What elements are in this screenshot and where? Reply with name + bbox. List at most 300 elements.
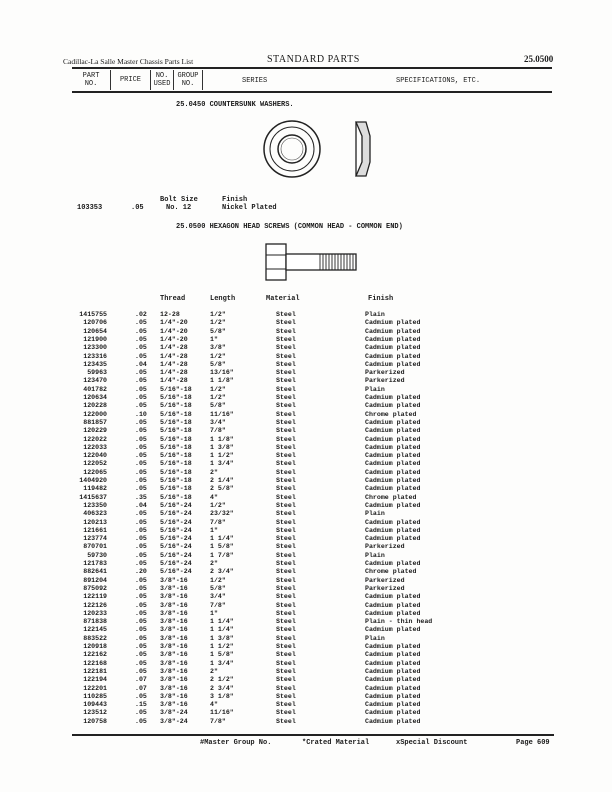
cell-part-no: 120758 xyxy=(83,717,107,725)
cell-finish: Parkerized xyxy=(365,584,405,592)
cell-finish: Parkerized xyxy=(365,369,405,377)
cell-price: .05 xyxy=(135,443,147,451)
cell-thread: 5/16"-18 xyxy=(160,468,192,476)
table-row xyxy=(0,510,612,518)
table-row xyxy=(0,527,612,535)
cell-finish: Cadmium plated xyxy=(365,394,421,401)
cell-part-no: 122000 xyxy=(83,410,107,418)
cell-thread: 12-28 xyxy=(160,311,180,318)
cell-material: Steel xyxy=(276,518,296,526)
cell-price: .05 xyxy=(135,452,147,460)
cell-part-no: 123300 xyxy=(83,344,107,352)
cell-price: .05 xyxy=(135,352,147,360)
cell-price: .04 xyxy=(135,501,147,509)
cell-part-no: 123774 xyxy=(83,535,107,543)
cell-length: 1 1/8" xyxy=(210,435,234,443)
table-row xyxy=(0,436,612,444)
table-row xyxy=(0,344,612,352)
footer-rule xyxy=(72,734,554,736)
cell-length: 1 1/2" xyxy=(210,643,234,650)
cell-thread: 5/16"-18 xyxy=(160,385,192,393)
cell-part-no: 1404920 xyxy=(79,477,107,484)
table-row xyxy=(0,485,612,493)
table-row xyxy=(0,568,612,576)
cell-part-no: 120233 xyxy=(83,609,107,617)
cell-thread: 3/8"-24 xyxy=(160,717,188,725)
cell-material: Steel xyxy=(276,560,296,567)
table-row xyxy=(0,519,612,527)
cell-finish: Plain xyxy=(365,634,385,642)
cell-thread: 3/8"-16 xyxy=(160,584,188,592)
table-row xyxy=(0,618,612,626)
cell-finish: Plain xyxy=(365,551,385,559)
cell-length: 5/8" xyxy=(210,327,226,335)
washers-col-finish: Finish xyxy=(222,196,248,204)
cell-part-no: 122201 xyxy=(83,684,107,692)
cell-price: .05 xyxy=(135,369,147,377)
cell-length: 2" xyxy=(210,560,218,567)
cell-price: .05 xyxy=(135,385,147,393)
cell-thread: 1/4"-28 xyxy=(160,377,188,385)
cell-price: .05 xyxy=(135,526,147,534)
cell-finish: Cadmium plated xyxy=(365,418,421,426)
cell-price: .05 xyxy=(135,551,147,559)
cell-part-no: 120213 xyxy=(83,518,107,526)
cell-price: .05 xyxy=(135,485,147,493)
table-row xyxy=(0,319,612,327)
cell-length: 4" xyxy=(210,493,218,501)
cell-part-no: 122119 xyxy=(83,593,107,601)
cell-thread: 3/8"-16 xyxy=(160,626,188,634)
cell-price: .05 xyxy=(135,643,147,650)
cell-material: Steel xyxy=(276,510,296,518)
cell-finish: Cadmium plated xyxy=(365,352,421,360)
cell-thread: 5/16"-18 xyxy=(160,402,192,410)
table-row xyxy=(0,643,612,651)
cell-thread: 5/16"-18 xyxy=(160,443,192,451)
cell-material: Steel xyxy=(276,319,296,327)
cell-thread: 3/8"-16 xyxy=(160,643,188,650)
cell-length: 1 5/8" xyxy=(210,651,234,659)
cell-price: .05 xyxy=(135,319,147,327)
cell-thread: 3/8"-24 xyxy=(160,709,188,717)
cell-price: .05 xyxy=(135,535,147,543)
table-row xyxy=(0,552,612,560)
cell-price: .05 xyxy=(135,692,147,700)
table-row xyxy=(0,444,612,452)
cell-part-no: 122052 xyxy=(83,460,107,468)
cell-material: Steel xyxy=(276,427,296,435)
col-label: USED xyxy=(153,80,171,88)
table-row xyxy=(0,386,612,394)
table-row xyxy=(0,685,612,693)
cell-length: 1 3/8" xyxy=(210,443,234,451)
cell-thread: 1/4"-28 xyxy=(160,369,188,377)
cell-material: Steel xyxy=(276,576,296,584)
cell-thread: 5/16"-18 xyxy=(160,427,192,435)
cell-length: 1/2" xyxy=(210,352,226,360)
cell-part-no: 123470 xyxy=(83,377,107,385)
footer-crated: *Crated Material xyxy=(302,739,370,747)
cell-finish: Cadmium plated xyxy=(365,709,421,717)
cell-finish: Chrome plated xyxy=(365,410,417,418)
table-row xyxy=(0,693,612,701)
cell-length: 1 1/8" xyxy=(210,377,234,385)
cell-length: 2" xyxy=(210,468,218,476)
table-row xyxy=(0,477,612,485)
cell-thread: 5/16"-18 xyxy=(160,435,192,443)
cell-length: 1 3/4" xyxy=(210,659,234,667)
cell-material: Steel xyxy=(276,460,296,468)
cell-thread: 1/4"-20 xyxy=(160,335,188,343)
cell-material: Steel xyxy=(276,477,296,484)
cell-material: Steel xyxy=(276,435,296,443)
cell-finish: Cadmium plated xyxy=(365,460,421,468)
catalog-title: Cadillac-La Salle Master Chassis Parts List xyxy=(63,57,194,66)
cell-material: Steel xyxy=(276,526,296,534)
cell-price: .05 xyxy=(135,626,147,634)
cell-length: 3 1/8" xyxy=(210,692,234,700)
cell-thread: 3/8"-16 xyxy=(160,676,188,684)
table-row xyxy=(0,651,612,659)
cell-finish: Cadmium plated xyxy=(365,335,421,343)
table-row xyxy=(0,419,612,427)
cell-price: .05 xyxy=(135,659,147,667)
cell-material: Steel xyxy=(276,410,296,418)
col-label: GROUP xyxy=(177,72,199,80)
table-row xyxy=(0,502,612,510)
cell-finish: Cadmium plated xyxy=(365,651,421,659)
cell-length: 5/8" xyxy=(210,584,226,592)
table-row xyxy=(0,353,612,361)
cell-finish: Cadmium plated xyxy=(365,659,421,667)
cell-length: 2 3/4" xyxy=(210,684,234,692)
cell-part-no: 121661 xyxy=(83,526,107,534)
cell-thread: 5/16"-18 xyxy=(160,452,192,460)
screws-col-length: Length xyxy=(210,295,236,303)
cell-thread: 5/16"-24 xyxy=(160,568,192,576)
cell-material: Steel xyxy=(276,501,296,509)
cell-finish: Parkerized xyxy=(365,377,405,385)
cell-material: Steel xyxy=(276,568,296,576)
cell-material: Steel xyxy=(276,485,296,493)
table-row xyxy=(0,577,612,585)
cell-thread: 3/8"-16 xyxy=(160,609,188,617)
cell-thread: 5/16"-18 xyxy=(160,485,192,493)
cell-material: Steel xyxy=(276,327,296,335)
cell-thread: 5/16"-18 xyxy=(160,394,192,401)
cell-material: Steel xyxy=(276,394,296,401)
table-row xyxy=(0,336,612,344)
cell-part-no: 122145 xyxy=(83,626,107,634)
cell-part-no: 122126 xyxy=(83,601,107,609)
cell-thread: 3/8"-16 xyxy=(160,618,188,626)
table-row xyxy=(0,494,612,502)
table-row xyxy=(0,676,612,684)
cell-thread: 3/8"-16 xyxy=(160,576,188,584)
cell-finish: Cadmium plated xyxy=(365,593,421,601)
cell-part-no: 891204 xyxy=(83,576,107,584)
col-specifications: SPECIFICATIONS, ETC. xyxy=(396,77,481,85)
cell-material: Steel xyxy=(276,618,296,626)
cell-price: .07 xyxy=(135,676,147,684)
header-top-rule xyxy=(72,67,552,69)
cell-part-no: 882641 xyxy=(83,568,107,576)
cell-length: 1 1/4" xyxy=(210,626,234,634)
table-row xyxy=(0,668,612,676)
cell-price: .05 xyxy=(135,327,147,335)
cell-part-no: 870701 xyxy=(83,543,107,551)
cell-part-no: 122162 xyxy=(83,651,107,659)
cell-part-no: 406323 xyxy=(83,510,107,518)
cell-thread: 3/8"-16 xyxy=(160,692,188,700)
cell-part-no: 122065 xyxy=(83,468,107,476)
cell-material: Steel xyxy=(276,709,296,717)
cell-finish: Cadmium plated xyxy=(365,427,421,435)
section-number: 25.0500 xyxy=(524,54,554,64)
cell-thread: 3/8"-16 xyxy=(160,651,188,659)
cell-finish: Cadmium plated xyxy=(365,560,421,567)
cell-price: .05 xyxy=(135,477,147,484)
cell-length: 1" xyxy=(210,335,218,343)
cell-price: .05 xyxy=(135,543,147,551)
cell-material: Steel xyxy=(276,535,296,543)
cell-finish: Cadmium plated xyxy=(365,501,421,509)
cell-thread: 5/16"-24 xyxy=(160,543,192,551)
cell-part-no: 875092 xyxy=(83,584,107,592)
cell-finish: Chrome plated xyxy=(365,493,417,501)
washer-part-no: 103353 xyxy=(77,204,103,212)
cell-finish: Cadmium plated xyxy=(365,676,421,684)
cell-thread: 3/8"-16 xyxy=(160,634,188,642)
table-row xyxy=(0,560,612,568)
cell-length: 7/8" xyxy=(210,518,226,526)
cell-length: 1 1/2" xyxy=(210,452,234,460)
cell-length: 3/4" xyxy=(210,593,226,601)
cell-thread: 5/16"-18 xyxy=(160,410,192,418)
cell-length: 7/8" xyxy=(210,427,226,435)
cell-finish: Cadmium plated xyxy=(365,609,421,617)
cell-finish: Cadmium plated xyxy=(365,477,421,484)
cell-price: .05 xyxy=(135,709,147,717)
cell-thread: 5/16"-24 xyxy=(160,510,192,518)
cell-part-no: 120229 xyxy=(83,427,107,435)
cell-length: 3/4" xyxy=(210,418,226,426)
cell-thread: 1/4"-28 xyxy=(160,344,188,352)
cell-price: .05 xyxy=(135,510,147,518)
cell-material: Steel xyxy=(276,626,296,634)
table-row xyxy=(0,660,612,668)
cell-length: 1 5/8" xyxy=(210,543,234,551)
cell-part-no: 120654 xyxy=(83,327,107,335)
cell-part-no: 123350 xyxy=(83,501,107,509)
cell-length: 1" xyxy=(210,609,218,617)
cell-price: .05 xyxy=(135,618,147,626)
footer-discount: xSpecial Discount xyxy=(396,739,468,747)
cell-thread: 1/4"-20 xyxy=(160,319,188,327)
cell-finish: Plain xyxy=(365,510,385,518)
col-label: NO. xyxy=(84,80,98,88)
table-row xyxy=(0,411,612,419)
table-row xyxy=(0,543,612,551)
cell-length: 1/2" xyxy=(210,385,226,393)
cell-material: Steel xyxy=(276,692,296,700)
cell-price: .05 xyxy=(135,394,147,401)
cell-price: .05 xyxy=(135,468,147,476)
cell-material: Steel xyxy=(276,468,296,476)
cell-material: Steel xyxy=(276,593,296,601)
cell-material: Steel xyxy=(276,377,296,385)
cell-material: Steel xyxy=(276,352,296,360)
cell-material: Steel xyxy=(276,651,296,659)
cell-price: .05 xyxy=(135,402,147,410)
cell-length: 5/8" xyxy=(210,402,226,410)
cell-length: 1 3/4" xyxy=(210,460,234,468)
cell-price: .05 xyxy=(135,576,147,584)
cell-material: Steel xyxy=(276,344,296,352)
cell-part-no: 122168 xyxy=(83,659,107,667)
cell-length: 2 1/2" xyxy=(210,676,234,684)
table-row xyxy=(0,394,612,402)
cell-part-no: 123512 xyxy=(83,709,107,717)
table-row xyxy=(0,610,612,618)
cell-thread: 1/4"-28 xyxy=(160,352,188,360)
col-part-no xyxy=(72,70,111,90)
cell-finish: Chrome plated xyxy=(365,568,417,576)
cell-material: Steel xyxy=(276,369,296,377)
cell-finish: Cadmium plated xyxy=(365,452,421,460)
cell-finish: Cadmium plated xyxy=(365,402,421,410)
screws-col-thread: Thread xyxy=(160,295,186,303)
cell-finish: Parkerized xyxy=(365,543,405,551)
cell-thread: 5/16"-18 xyxy=(160,418,192,426)
cell-finish: Cadmium plated xyxy=(365,485,421,493)
cell-finish: Cadmium plated xyxy=(365,717,421,725)
cell-finish: Cadmium plated xyxy=(365,667,421,675)
cell-price: .20 xyxy=(135,568,147,576)
cell-finish: Plain - thin head xyxy=(365,618,433,626)
countersunk-washer-illustration xyxy=(258,116,378,188)
cell-finish: Cadmium plated xyxy=(365,626,421,634)
cell-thread: 3/8"-16 xyxy=(160,684,188,692)
cell-length: 2 3/4" xyxy=(210,568,234,576)
cell-part-no: 881857 xyxy=(83,418,107,426)
cell-price: .05 xyxy=(135,593,147,601)
washers-heading: 25.0450 COUNTERSUNK WASHERS. xyxy=(176,101,294,109)
cell-material: Steel xyxy=(276,418,296,426)
table-row xyxy=(0,602,612,610)
table-row xyxy=(0,311,612,319)
cell-length: 1 7/8" xyxy=(210,551,234,559)
cell-length: 1/2" xyxy=(210,501,226,509)
table-row xyxy=(0,585,612,593)
cell-part-no: 122022 xyxy=(83,435,107,443)
cell-thread: 5/16"-24 xyxy=(160,535,192,543)
cell-thread: 3/8"-16 xyxy=(160,601,188,609)
col-label: PART xyxy=(82,72,100,80)
table-row xyxy=(0,701,612,709)
cell-material: Steel xyxy=(276,335,296,343)
cell-part-no: 120228 xyxy=(83,402,107,410)
cell-part-no: 120634 xyxy=(83,394,107,401)
cell-length: 1/2" xyxy=(210,576,226,584)
footer-master-group: #Master Group No. xyxy=(200,739,272,747)
cell-finish: Cadmium plated xyxy=(365,435,421,443)
cell-material: Steel xyxy=(276,634,296,642)
cell-thread: 5/16"-24 xyxy=(160,526,192,534)
header-bottom-rule xyxy=(72,91,552,93)
table-row xyxy=(0,452,612,460)
cell-part-no: 59730 xyxy=(87,551,107,559)
cell-part-no: 109443 xyxy=(83,701,107,709)
table-row xyxy=(0,369,612,377)
table-row xyxy=(0,402,612,410)
cell-price: .07 xyxy=(135,684,147,692)
cell-material: Steel xyxy=(276,311,296,318)
washer-bolt-size: No. 12 xyxy=(166,204,192,212)
cell-part-no: 883522 xyxy=(83,634,107,642)
cell-finish: Cadmium plated xyxy=(365,526,421,534)
cell-material: Steel xyxy=(276,659,296,667)
screws-col-finish: Finish xyxy=(368,295,394,303)
cell-finish: Cadmium plated xyxy=(365,344,421,352)
cell-length: 23/32" xyxy=(210,510,234,518)
table-row xyxy=(0,535,612,543)
col-price xyxy=(111,70,151,90)
washers-col-bolt-size: Bolt Size xyxy=(160,196,198,204)
table-row xyxy=(0,593,612,601)
cell-part-no: 122181 xyxy=(83,667,107,675)
cell-part-no: 59963 xyxy=(87,369,107,377)
col-group-no xyxy=(174,70,203,90)
cell-length: 1 1/4" xyxy=(210,618,234,626)
cell-price: .05 xyxy=(135,427,147,435)
cell-finish: Cadmium plated xyxy=(365,360,421,368)
cell-price: .05 xyxy=(135,634,147,642)
cell-material: Steel xyxy=(276,701,296,709)
cell-price: .05 xyxy=(135,717,147,725)
table-row xyxy=(0,328,612,336)
table-row xyxy=(0,626,612,634)
cell-length: 1/2" xyxy=(210,319,226,327)
cell-part-no: 401782 xyxy=(83,385,107,393)
table-row xyxy=(0,427,612,435)
cell-thread: 5/16"-24 xyxy=(160,551,192,559)
table-row xyxy=(0,709,612,717)
cell-part-no: 120706 xyxy=(83,319,107,327)
cell-thread: 5/16"-18 xyxy=(160,460,192,468)
cell-material: Steel xyxy=(276,609,296,617)
cell-length: 13/16" xyxy=(210,369,234,377)
cell-part-no: 1415637 xyxy=(79,493,107,501)
cell-part-no: 123316 xyxy=(83,352,107,360)
cell-finish: Cadmium plated xyxy=(365,443,421,451)
cell-length: 2 5/8" xyxy=(210,485,234,493)
cell-part-no: 120918 xyxy=(83,643,107,650)
cell-finish: Cadmium plated xyxy=(365,601,421,609)
cell-part-no: 119482 xyxy=(83,485,107,493)
cell-material: Steel xyxy=(276,667,296,675)
cell-finish: Cadmium plated xyxy=(365,319,421,327)
cell-price: .04 xyxy=(135,360,147,368)
cell-length: 11/16" xyxy=(210,410,234,418)
cell-finish: Cadmium plated xyxy=(365,692,421,700)
cell-price: .05 xyxy=(135,518,147,526)
cell-material: Steel xyxy=(276,643,296,650)
cell-price: .05 xyxy=(135,377,147,385)
table-row xyxy=(0,718,612,726)
cell-part-no: 121900 xyxy=(83,335,107,343)
